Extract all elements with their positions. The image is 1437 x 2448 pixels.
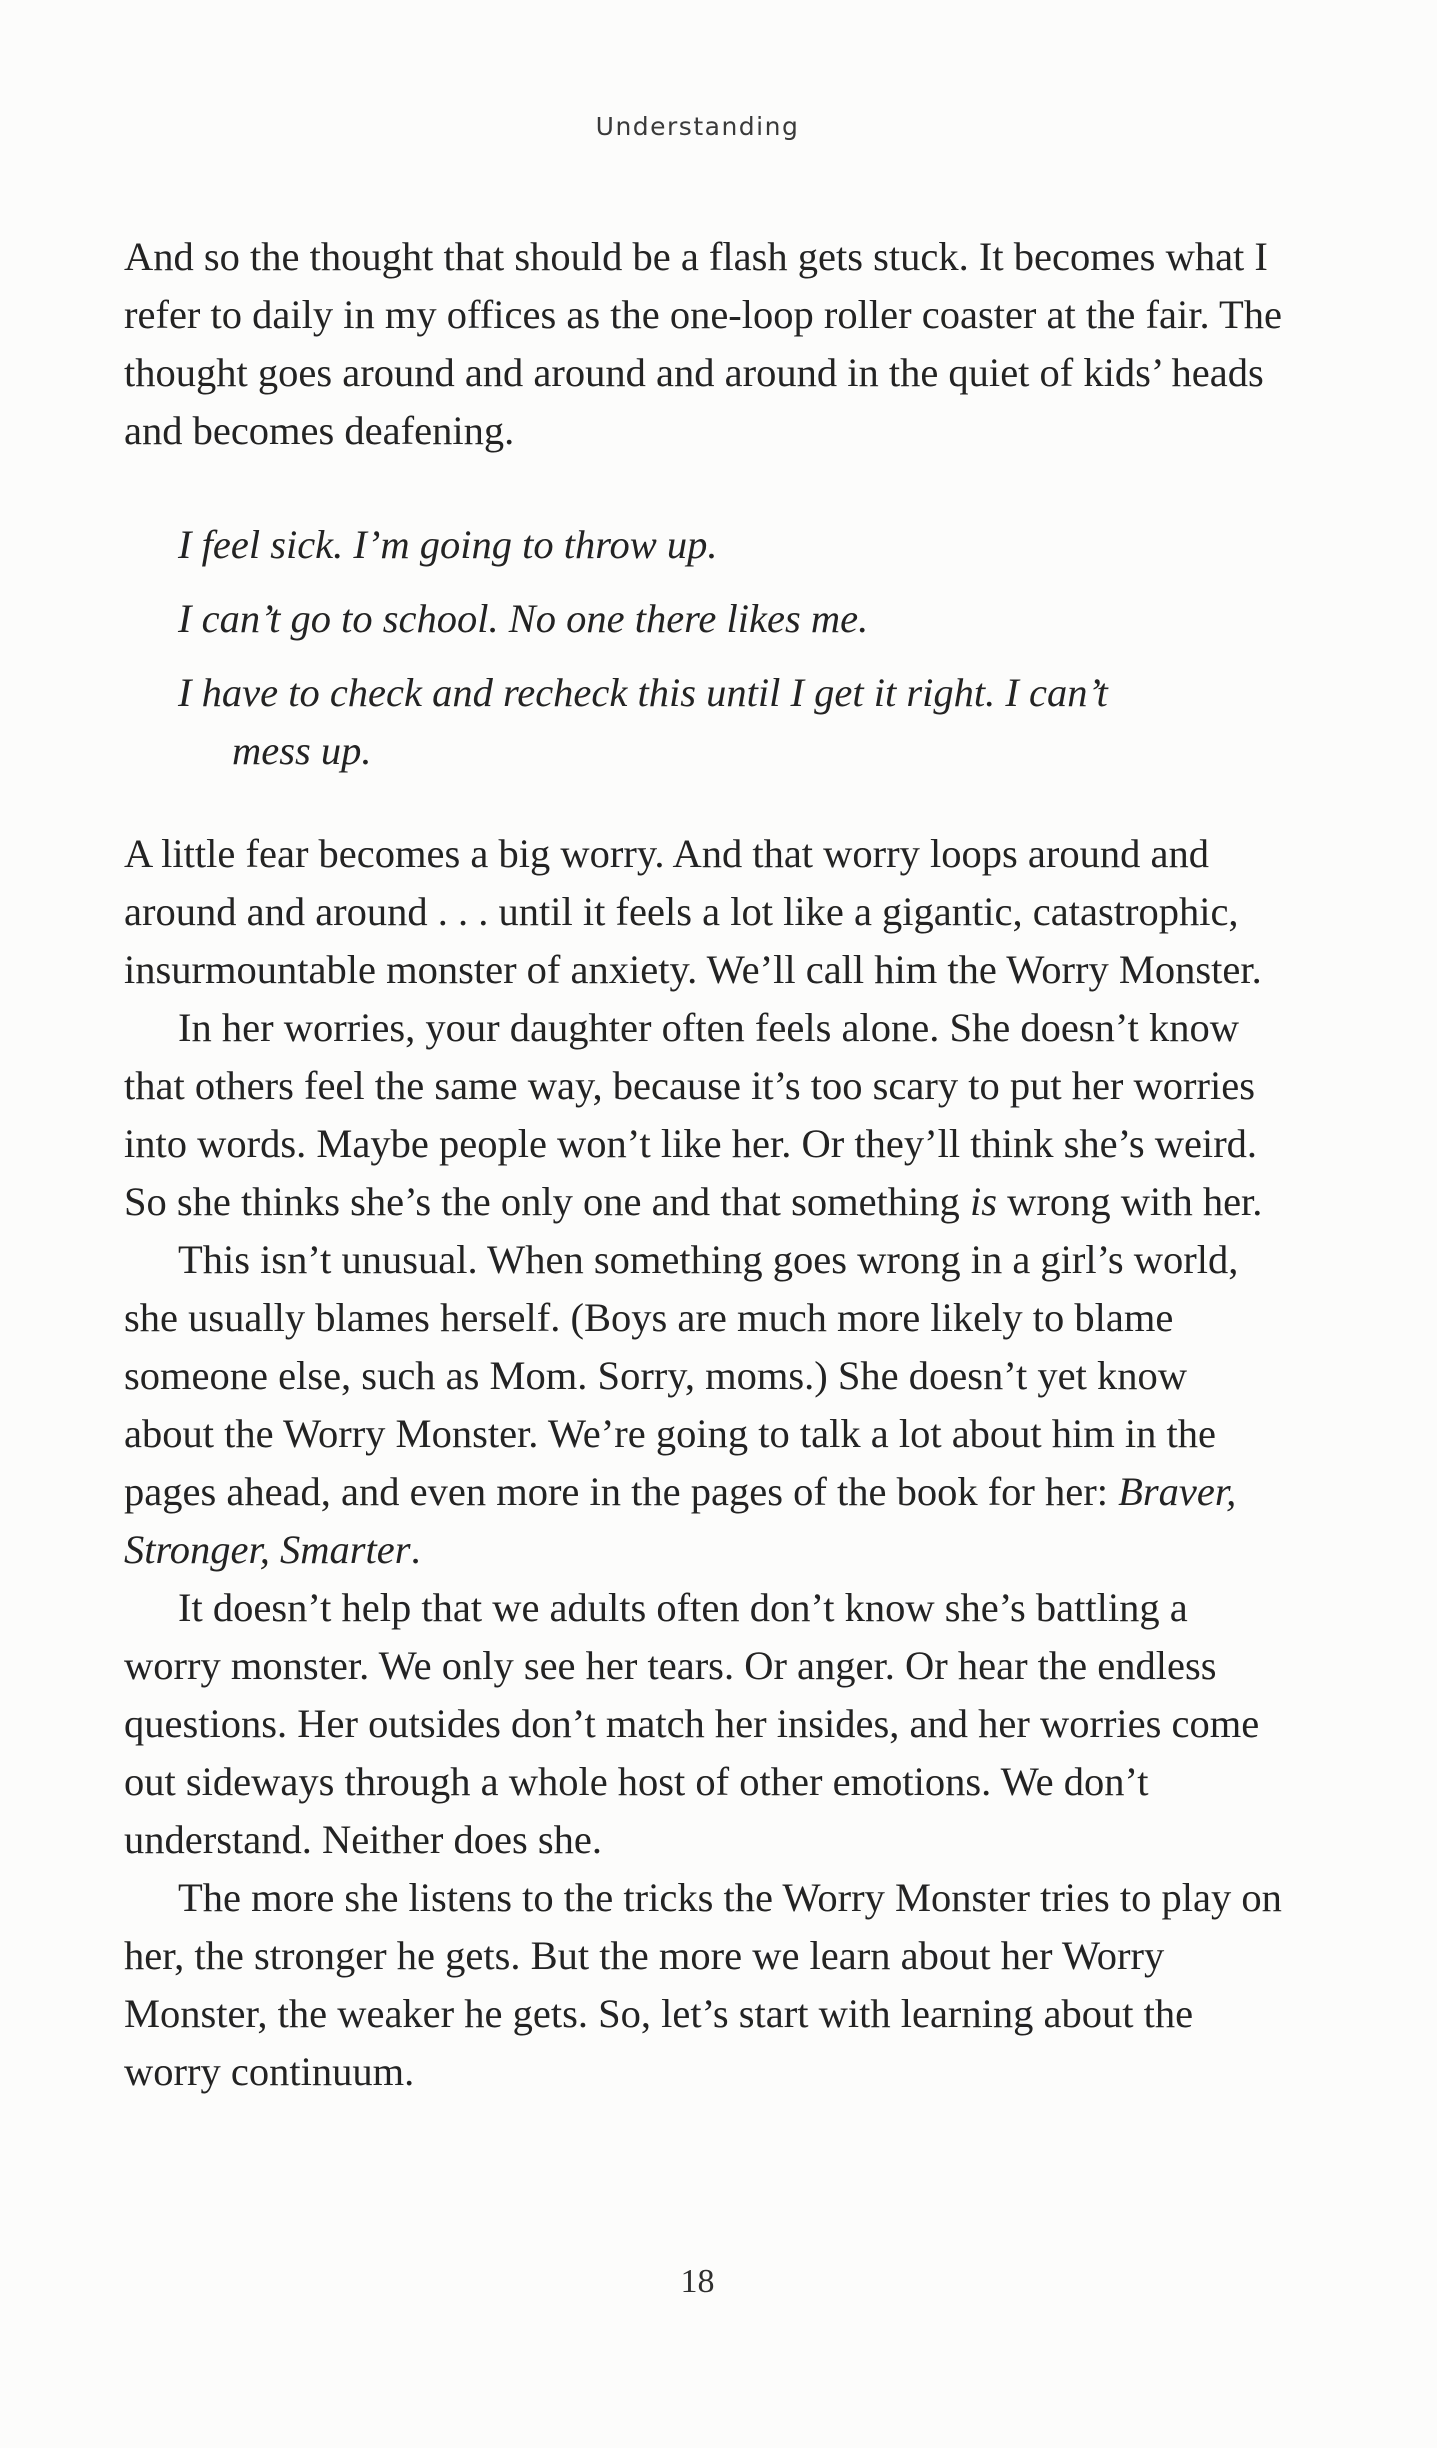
text-block-top	[124, 228, 1284, 460]
book-title: Braver, Stronger, Smarter	[124, 1469, 1237, 1572]
text-block-main	[124, 825, 1284, 2101]
paragraph-text: In her worries, your daughter often feels alone. She doesn’t know that others feel the same way, because it’s too scary to put her worries into words. Maybe people won’t like her. Or they’ll think she’s weird. So she thinks she’s the only one and that something	[124, 1005, 1258, 1224]
page-number: 18	[680, 2263, 715, 2300]
paragraph-text: wrong with her.	[996, 1179, 1263, 1224]
paragraph: And so the thought that should be a flash gets stuck. It becomes what I refer to daily in my offices as the one-loop roller coaster at the fair. The thought goes around and around and around in the quiet of kids’ heads and becomes deafening.	[124, 234, 1282, 453]
emphasis: is	[969, 1179, 997, 1224]
paragraph: A little fear becomes a big worry. And that worry loops around and around and around . . . until it feels a lot like a gigantic, catastrophic, insurmountable monster of anxiety. We’ll call him the Worry Monster.	[124, 831, 1262, 992]
paragraph	[124, 999, 1284, 1231]
paragraph: The more she listens to the tricks the Worry Monster tries to play on her, the stronger he gets. But the more we learn about her Worry Monster, the weaker he gets. So, let’s start with learning about the worry continuum.	[124, 1875, 1282, 2094]
paragraph-text: .	[410, 1527, 421, 1572]
thought-quote: I have to check and recheck this until I get it right. I can’t	[178, 670, 1108, 715]
running-head: Understanding	[595, 112, 800, 141]
paragraph	[124, 1231, 1284, 1579]
paragraph-text: This isn’t unusual. When something goes wrong in a girl’s world, she usually blames herself. (Boys are much more likely to blame someone else, such as Mom. Sorry, moms.) She doesn’t yet know about the Worry Monster. We’re going to talk a lot about him in the pages ahead, and even more in the pages of the book for her:	[124, 1237, 1239, 1514]
thought-quote: I feel sick. I’m going to throw up.	[178, 522, 718, 567]
paragraph: It doesn’t help that we adults often don’t know she’s battling a worry monster. We only see her tears. Or anger. Or hear the endless questions. Her outsides don’t match her insides, and her worries come out sideways through a whole host of other emotions. We don’t understand. Neither does she.	[124, 1585, 1260, 1862]
thought-quote: I can’t go to school. No one there likes me.	[178, 596, 869, 641]
thought-quote-continuation: mess up.	[232, 728, 372, 773]
italic-thought-list	[178, 516, 1258, 780]
